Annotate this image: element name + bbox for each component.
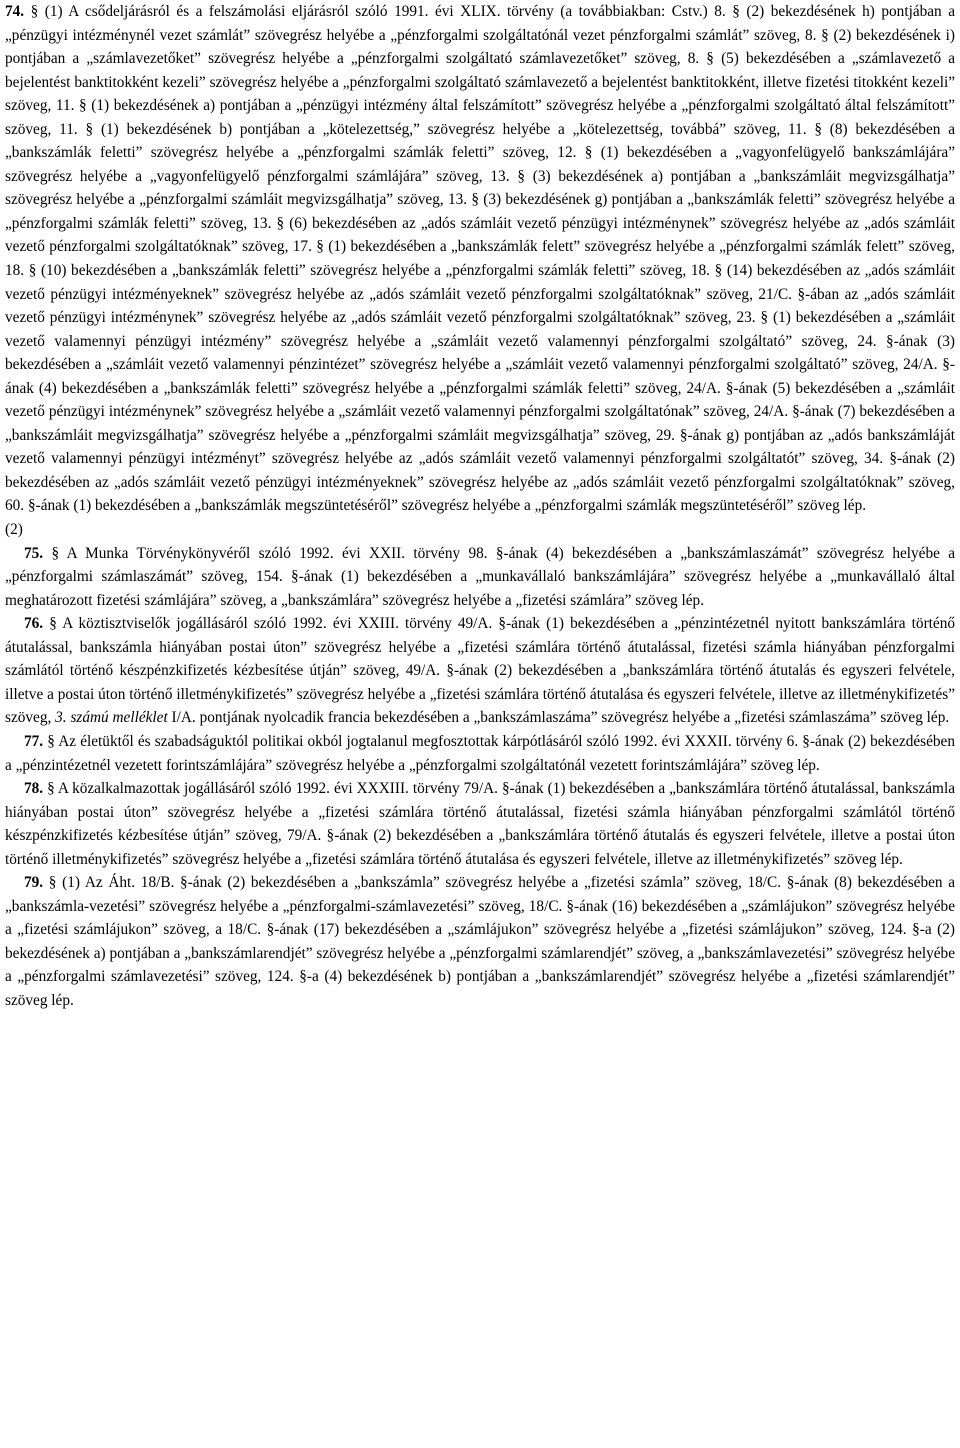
section-number: 74. <box>5 3 25 20</box>
section-number: 78. <box>24 780 44 798</box>
section-number: 76. <box>24 615 44 633</box>
section-number: 79. <box>24 874 44 892</box>
section-paragraph <box>5 730 955 777</box>
section-number: 75. <box>24 544 44 562</box>
section-text: § A közalkalmazottak jogállásáról szóló 1992. évi XXXIII. törvény 79/A. §-ának (1) bekezdésében a „bankszámlára történő átutalással, bankszámla hiányában postai úton” szövegrész helyébe a „fizetési számlára történő átutalással, fizetési számla hiányában pénzforgalmi számlától történő készpénzkifizetés kézbesítése útján” szöveg, 79/A. §-ának (2) bekezdésében a „bankszámlára történő átutalás és egyszeri felvétele, illetve a postai úton történő illetménykifizetés” szövegrész helyébe a „fizetési számlára történő átutalása és egyszeri felvétele, illetve az illetménykifizetés” szöveg lép. <box>5 780 955 868</box>
section-paragraph <box>5 871 955 1012</box>
section-paragraph <box>5 542 955 613</box>
section-number: 77. <box>24 732 44 750</box>
section-paragraph <box>5 0 955 518</box>
annex-reference: 3. számú melléklet <box>55 709 168 727</box>
section-text: § A Munka Törvénykönyvéről szóló 1992. évi XXII. törvény 98. §-ának (4) bekezdésében a „bankszámlaszámát” szövegrész helyébe a „pénzforgalmi számlaszámát” szöveg, 154. §-ának (1) bekezdésében a „munkavállaló bankszámlájára” szövegrész helyébe a „munkavállaló által meghatározott fizetési számlájára” szöveg, a „bankszámlára” szövegrész helyébe a „fizetési számlára” szöveg lép. <box>5 544 955 609</box>
section-text: I/A. pontjának nyolcadik francia bekezdésében a „bankszámlaszáma” szövegrész helyébe a „fizetési számlaszáma” szöveg lép. <box>167 709 950 727</box>
section-paragraph <box>5 518 955 542</box>
section-text: § (1) A csődeljárásról és a felszámolási eljárásról szóló 1991. évi XLIX. törvény (a továbbiakban: Cstv.) 8. § (2) bekezdésének h) pontjában a „pénzügyi intézménynél vezet számlát” szövegrész helyébe a „pénzforgalmi szolgáltatónál vezet pénzforgalmi számlát” szöveg, 8. § (2) bekezdésének i) pontjában a „számlavezetőket” szövegrész helyébe a „pénzforgalmi szolgáltató számlavezetőket” szöveg, 8. § (5) bekezdésében a „számlavezető a bejelentést banktitokként kezeli” szövegrész helyébe a „pénzforgalmi szolgáltató számlavezető a bejelentést banktitokként, illetve fizetési titokként kezeli” szöveg, 11. § (1) bekezdésének a) pontjában a „pénzügyi intézmény által felszámított” szövegrész helyébe a „pénzforgalmi szolgáltató által felszámított” szöveg, 11. § (1) bekezdésének b) pontjában a „kötelezettség,” szövegrész helyébe a „kötelezettség, továbbá” szöveg, 11. § (8) bekezdésében a „bankszámlák feletti” szövegrész helyébe a „pénzforgalmi számlák feletti” szöveg, 12. § (1) bekezdésében a „vagyonfelügyelő bankszámlájára” szövegrész helyébe a „vagyonfelügyelő pénzforgalmi számlájára” szöveg, 13. § (3) bekezdésének a) pontjában a „bankszámláit megvizsgálhatja” szövegrész helyébe a „pénzforgalmi számláit megvizsgálhatja” szöveg, 13. § (3) bekezdésének g) pontjában a „bankszámlák feletti” szövegrész helyébe a „pénzforgalmi számlák feletti” szöveg, 13. § (6) bekezdésében az „adós számláit vezető pénzügyi intézménynek” szövegrész helyébe az „adós számláit vezető pénzforgalmi szolgáltatóknak” szöveg, 17. § (1) bekezdésében a „bankszámlák felett” szövegrész helyébe a „pénzforgalmi számlák felett” szöveg, 18. § (10) bekezdésében a „bankszámlák feletti” szövegrész helyébe a „pénzforgalmi számlák feletti” szöveg, 18. § (14) bekezdésében az „adós számláit vezető pénzügyi intézményeknek” szövegrész helyébe az „adós számláit vezető pénzforgalmi szolgáltatóknak” szöveg, 21/C. §-ában az „adós számláit vezető pénzügyi intézménynek” szövegrész helyébe az „adós számláit vezető pénzforgalmi szolgáltatóknak” szöveg, 23. § (1) bekezdésében a „számláit vezető valamennyi pénzügyi intézmény” szövegrész helyébe a „számláit vezető valamennyi pénzforgalmi szolgáltató” szöveg, 24. §-ának (3) bekezdésében a „számláit vezető valamennyi pénzintézet” szövegrész helyébe a „számláit vezető valamennyi pénzforgalmi szolgáltató” szöveg, 24/A. §-ának (4) bekezdésében a „bankszámlák feletti” szövegrész helyébe a „pénzforgalmi számlák feletti” szöveg, 24/A. §-ának (5) bekezdésében a „számláit vezető pénzügyi intézménynek” szövegrész helyébe a „számláit vezető valamennyi pénzforgalmi szolgáltatónak” szöveg, 24/A. §-ának (7) bekezdésében a „bankszámláit megvizsgálhatja” szövegrész helyébe a „pénzforgalmi számláit megvizsgálhatja” szöveg, 29. §-ának g) pontjában az „adós bankszámláját vezető valamennyi pénzügyi intézményt” szövegrész helyébe az „adós számláit vezető valamennyi pénzforgalmi szolgáltatót” szöveg, 34. §-ának (2) bekezdésében az „adós számláit vezető pénzügyi intézményeknek” szövegrész helyébe az „adós számláit vezető pénzforgalmi szolgáltatóknak” szöveg, 60. §-ának (1) bekezdésében a „bankszámlák megszüntetéséről” szövegrész helyébe a „pénzforgalmi számlák megszüntetéséről” szöveg lép. <box>5 3 955 515</box>
section-text: § (1) Az Áht. 18/B. §-ának (2) bekezdésében a „bankszámla” szövegrész helyébe a „fizetési számla” szöveg, 18/C. §-ának (8) bekezdésében a „bankszámla-vezetési” szövegrész helyébe a „pénzforgalmi-számlavezetési” szöveg, 18/C. §-ának (16) bekezdésében a „számlájukon” szövegrész helyébe a „fizetési számlájukon” szöveg, a 18/C. §-ának (17) bekezdésében a „számlájukon” szövegrész helyébe a „fizetési számlájukon” szöveg, 124. §-a (2) bekezdésének a) pontjában a „bankszámlarendjét” szövegrész helyébe a „pénzforgalmi számlarendjét” szöveg, a „bankszámlavezetési” szövegrész helyébe a „pénzforgalmi számlavezetési” szöveg, 124. §-a (4) bekezdésének b) pontjában a „bankszámlarendjét” szövegrész helyébe a „fizetési számlarendjét” szöveg lép. <box>5 874 955 1009</box>
section-text: § A köztisztviselők jogállásáról szóló 1992. évi XXIII. törvény 49/A. §-ának (1) bekezdésében a „pénzintézetnél nyitott bankszámlára történő átutalással, bankszámla hiányában postai úton” szövegrész helyébe a „fizetési számlára történő átutalással, fizetési számla hiányában pénzforgalmi számlától történő készpénzkifizetés kézbesítése útján” szöveg, 49/A. §-ának (2) bekezdésében a „bankszámlára történő átutalás és egyszeri felvétele, illetve a postai úton történő illetménykifizetés” szövegrész helyébe a „fizetési számlára történő átutalása és egyszeri felvétele, illetve az illetménykifizetés” szöveg, <box>5 615 955 727</box>
document-page <box>5 0 955 1013</box>
section-text: § Az életüktől és szabadságuktól politikai okból jogtalanul megfosztottak kárpótlásáról szóló 1992. évi XXXII. törvény 6. §-ának (2) bekezdésében a „pénzintézetnél vezetett forintszámlájára” szövegrész helyébe a „pénzforgalmi szolgáltatónál vezetett forintszámlájára” szöveg lép. <box>5 732 955 774</box>
section-paragraph <box>5 777 955 871</box>
section-text: (2) <box>5 521 23 539</box>
section-paragraph <box>5 612 955 730</box>
